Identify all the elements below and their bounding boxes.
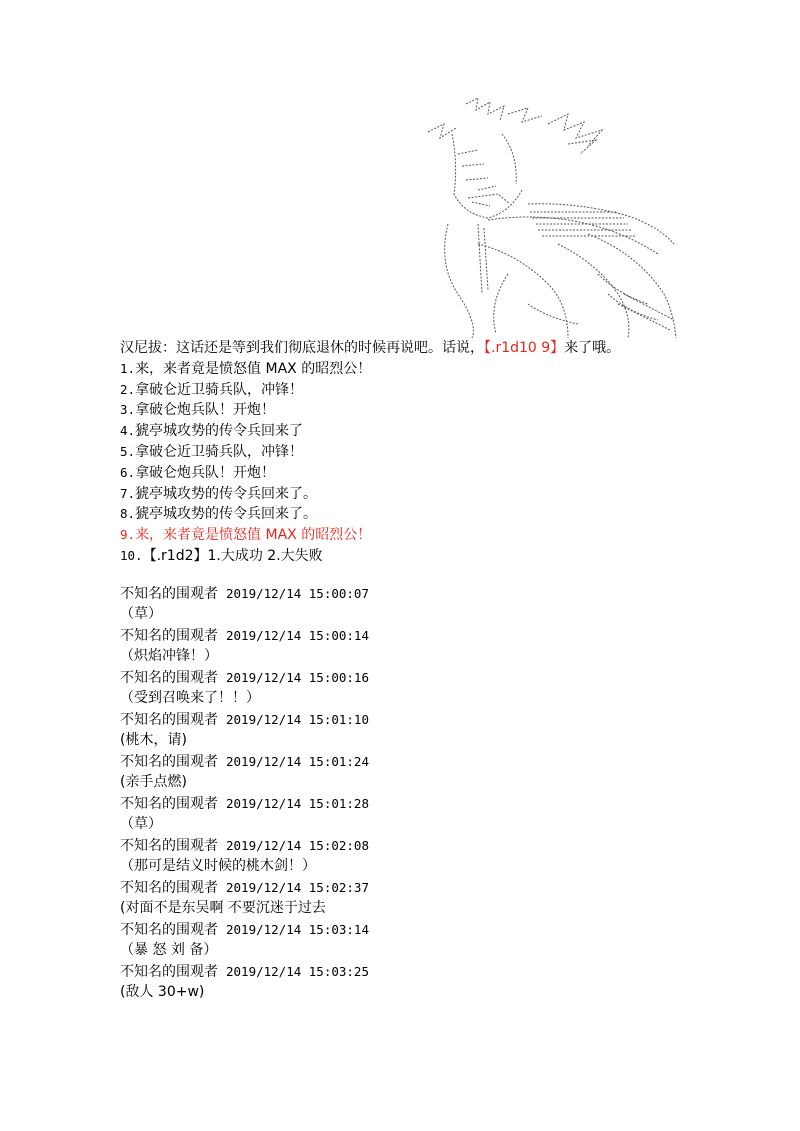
comment-timestamp: 2019/12/14 15:01:28 (226, 796, 369, 811)
comment-author: 不知名的围观者 (120, 586, 218, 602)
comment-timestamp: 2019/12/14 15:00:16 (226, 670, 369, 685)
comment-author: 不知名的围观者 (120, 670, 218, 686)
option-5: 5.拿破仑近卫骑兵队，冲锋！ (120, 443, 304, 460)
comment-author: 不知名的围观者 (120, 964, 218, 980)
option-8: 8.猇亭城攻势的传令兵回来了。 (120, 506, 318, 523)
option-4: 4.猇亭城攻势的传令兵回来了 (120, 423, 304, 440)
option-1: 1.来，来者竟是愤怒值 MAX 的昭烈公！ (120, 360, 372, 377)
comment-timestamp: 2019/12/14 15:03:14 (226, 922, 369, 937)
comment-body: （草） (120, 816, 162, 832)
comment-body: （草） (120, 606, 162, 622)
comment (120, 667, 760, 709)
comment-timestamp: 2019/12/14 15:00:07 (226, 586, 369, 601)
intro-line (120, 338, 760, 359)
option-2: 2.拿破仑近卫骑兵队，冲锋！ (120, 381, 304, 398)
comment-body: (对面不是东吴啊 不要沉迷于过去 (120, 900, 326, 916)
option-3: 3.拿破仑炮兵队！开炮！ (120, 402, 276, 419)
intro-text-b: 来了哦。 (564, 340, 621, 356)
comment (120, 625, 760, 667)
comment (120, 583, 760, 625)
comment-timestamp: 2019/12/14 15:02:37 (226, 880, 369, 895)
comment-author: 不知名的围观者 (120, 712, 218, 728)
speaker-name: 汉尼拔： (120, 340, 176, 356)
option-6: 6.拿破仑炮兵队！开炮！ (120, 464, 276, 481)
comment-author: 不知名的围观者 (120, 880, 218, 896)
comment-timestamp: 2019/12/14 15:02:08 (226, 838, 369, 853)
comment-author: 不知名的围观者 (120, 922, 218, 938)
comment-body: （炽焰冲锋！） (120, 648, 218, 664)
intro-text-a: 这话还是等到我们彻底退休的时候再说吧。话说， (176, 340, 484, 356)
comment-timestamp: 2019/12/14 15:00:14 (226, 628, 369, 643)
comment-body: (桃木，请) (120, 732, 187, 748)
comment-author: 不知名的围观者 (120, 754, 218, 770)
comment-author: 不知名的围观者 (120, 628, 218, 644)
post-body (120, 338, 760, 567)
comment (120, 919, 760, 961)
comment (120, 793, 760, 835)
option-7: 7.猇亭城攻势的传令兵回来了。 (120, 485, 318, 502)
dice-tag: 【.r1d10 9】 (484, 340, 565, 356)
comment-timestamp: 2019/12/14 15:01:24 (226, 754, 369, 769)
ascii-art-figure (418, 94, 680, 338)
comment (120, 835, 760, 877)
comment-body: （受到召唤来了！！） (120, 690, 260, 706)
comment-timestamp: 2019/12/14 15:01:10 (226, 712, 369, 727)
comment-body: (敌人 30+w) (120, 984, 205, 1000)
option-10: 10.【.r1d2】1.大成功 2.大失败 (120, 547, 323, 564)
comment-body: (亲手点燃) (120, 774, 187, 790)
comment-list (120, 583, 760, 1003)
comment (120, 877, 760, 919)
comment (120, 751, 760, 793)
option-9-selected: 9.来，来者竟是愤怒值 MAX 的昭烈公！ (120, 527, 372, 544)
comment (120, 709, 760, 751)
comment-body: （那可是结义时候的桃木剑！） (120, 858, 316, 874)
comment-author: 不知名的围观者 (120, 838, 218, 854)
comment-body: （暴 怒 刘 备） (120, 942, 218, 958)
comment-author: 不知名的围观者 (120, 796, 218, 812)
comment-timestamp: 2019/12/14 15:03:25 (226, 964, 369, 979)
comment (120, 961, 760, 1003)
